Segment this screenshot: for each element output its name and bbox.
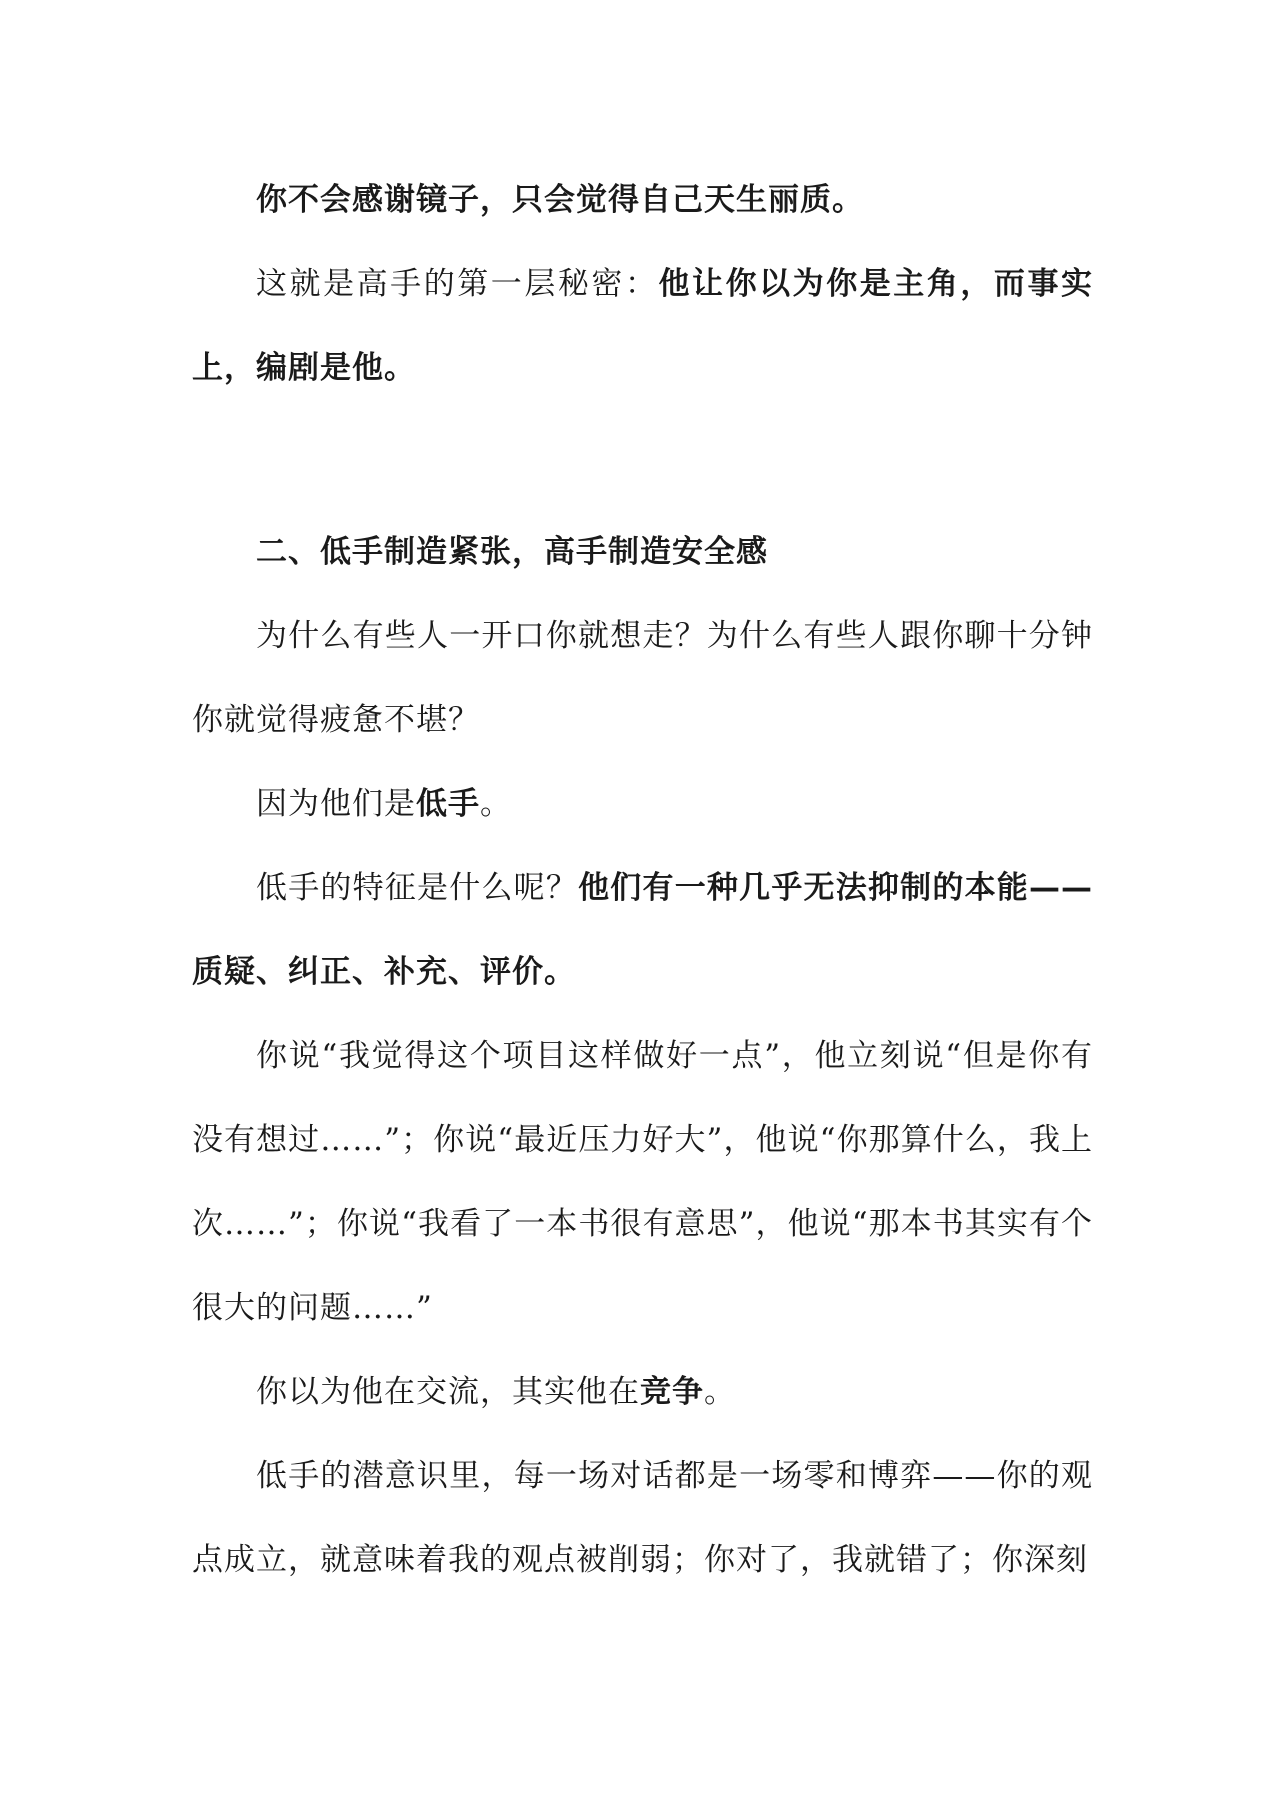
plain-text: 为什么有些人一开口你就想走？为什么有些人跟你聊十分钟你就觉得疲惫不堪？ <box>192 618 1093 738</box>
plain-text: 因为他们是 <box>256 786 416 822</box>
bold-text: 他让你以为你是主角，而事实上，编剧是他。 <box>192 266 1093 386</box>
plain-text: 。 <box>480 786 512 822</box>
paragraph-first-secret <box>192 242 1093 410</box>
plain-text: 这就是高手的第一层秘密： <box>256 266 659 302</box>
plain-text: 你以为他在交流，其实他在 <box>256 1374 640 1410</box>
plain-text: 低手的潜意识里，每一场对话都是一场零和博弈——你的观点成立，就意味着我的观点被削弱；你对了，我就错了；你深刻 <box>192 1458 1093 1578</box>
bold-text: 你不会感谢镜子，只会觉得自己天生丽质。 <box>256 182 864 218</box>
paragraph-zero-sum <box>192 1434 1093 1602</box>
paragraph-low-hand <box>192 762 1093 846</box>
paragraph-questions <box>192 594 1093 762</box>
plain-text: 低手的特征是什么呢？ <box>256 870 579 906</box>
paragraph-mirror <box>192 158 1093 242</box>
plain-text: 你说“我觉得这个项目这样做好一点”，他立刻说“但是你有没有想过……”；你说“最近压力好大”，他说“你那算什么，我上次……”；你说“我看了一本书很有意思”，他说“那本书其实有个很大的问题……” <box>192 1038 1093 1326</box>
plain-text: 。 <box>704 1374 736 1410</box>
paragraph-examples <box>192 1014 1093 1350</box>
section-heading: 二、低手制造紧张，高手制造安全感 <box>256 534 768 570</box>
paragraph-competition <box>192 1350 1093 1434</box>
bold-text: 低手 <box>416 786 480 822</box>
paragraph-features <box>192 846 1093 1014</box>
bold-text: 他们有一种几乎无法抑制的本能——质疑、纠正、补充、评价。 <box>192 870 1094 990</box>
bold-text: 竞争 <box>640 1374 704 1410</box>
